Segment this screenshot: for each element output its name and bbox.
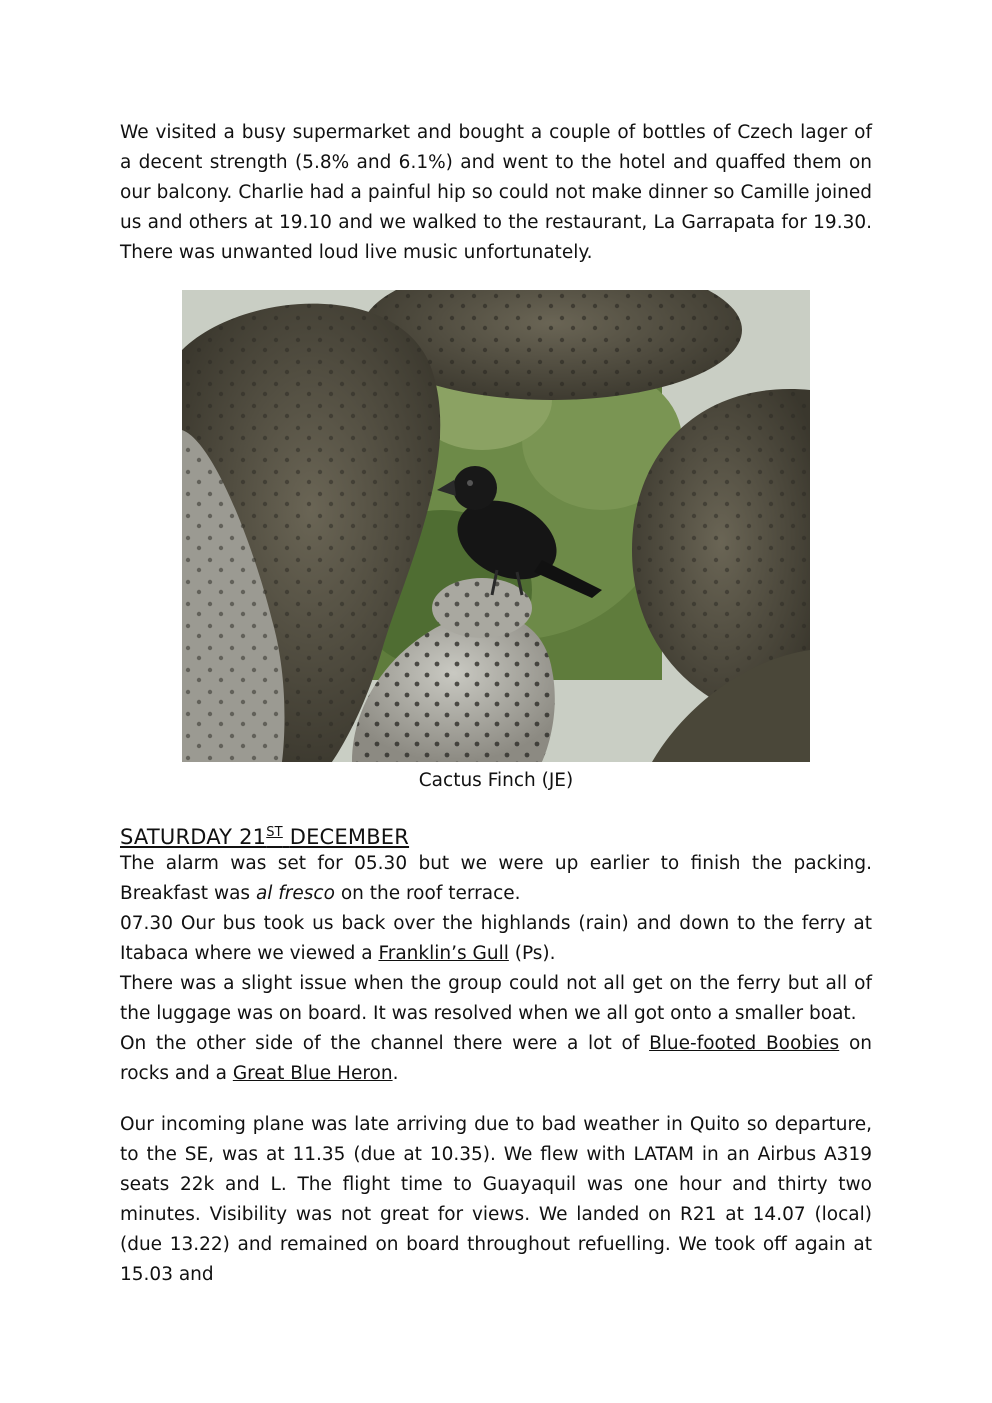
text-run: 07.30 Our bus took us back over the highlands (rain) and down to the ferry at Itabaca where we viewed a (120, 913, 872, 964)
heading-day: SATURDAY 21 (120, 825, 267, 849)
paragraph-text: We visited a busy supermarket and bought a couple of bottles of Czech lager of a decent strength (5.8% and 6.1%) and went to the hotel and quaffed them on our balcony. Charlie had a painful hip so could not make dinner so Camille joined us and others at 19.10 and we walked to the restaurant, La Garrapata for 19.30. There was unwanted loud live music unfortunately. (120, 122, 872, 263)
text-run: (Ps). (508, 943, 556, 964)
species-franklins-gull: Franklin’s Gull (378, 943, 509, 964)
paragraph-text: Our incoming plane was late arriving due to bad weather in Quito so departure, to the SE, was at 11.35 (due at 10.35). We flew with LATAM in an Airbus A319 seats 22k and L. The flight time to Guayaquil was one hour and thirty two minutes. Visibility was not great for views. We landed on R21 at 14.07 (local) (due 13.22) and remained on board throughout refuelling. We took off again at 15.03 and (120, 1114, 872, 1285)
day-line-4 (120, 1029, 872, 1089)
heading-suffix: ST (266, 825, 283, 840)
text-run: on rocks and a (120, 1033, 872, 1084)
text-run: on the roof terrace. (334, 883, 521, 904)
day-line-1 (120, 849, 872, 909)
species-great-blue-heron: Great Blue Heron (232, 1063, 393, 1084)
paragraph-flight (120, 1110, 872, 1290)
text-run: The alarm was set for 05.30 but we were up earlier to finish the packing. Breakfast was (120, 853, 872, 904)
photo-illustration (182, 290, 810, 762)
text-run: On the other side of the channel there were a lot of (120, 1033, 650, 1054)
species-blue-footed-boobies: Blue-footed Boobies (649, 1033, 840, 1054)
paragraph-supermarket (120, 118, 872, 268)
heading-month: DECEMBER (289, 825, 410, 849)
section-heading (120, 818, 409, 852)
day-paragraph (120, 849, 872, 1089)
photo-caption: Cactus Finch (JE) (418, 770, 574, 791)
day-line-3: There was a slight issue when the group could not all get on the ferry but all of the luggage was on board. It was resolved when we all got onto a smaller boat. (120, 973, 872, 1024)
italic-run: al fresco (255, 883, 335, 904)
day-line-2 (120, 909, 872, 969)
text-run: . (392, 1063, 399, 1084)
cactus-finch-photo (182, 290, 810, 762)
